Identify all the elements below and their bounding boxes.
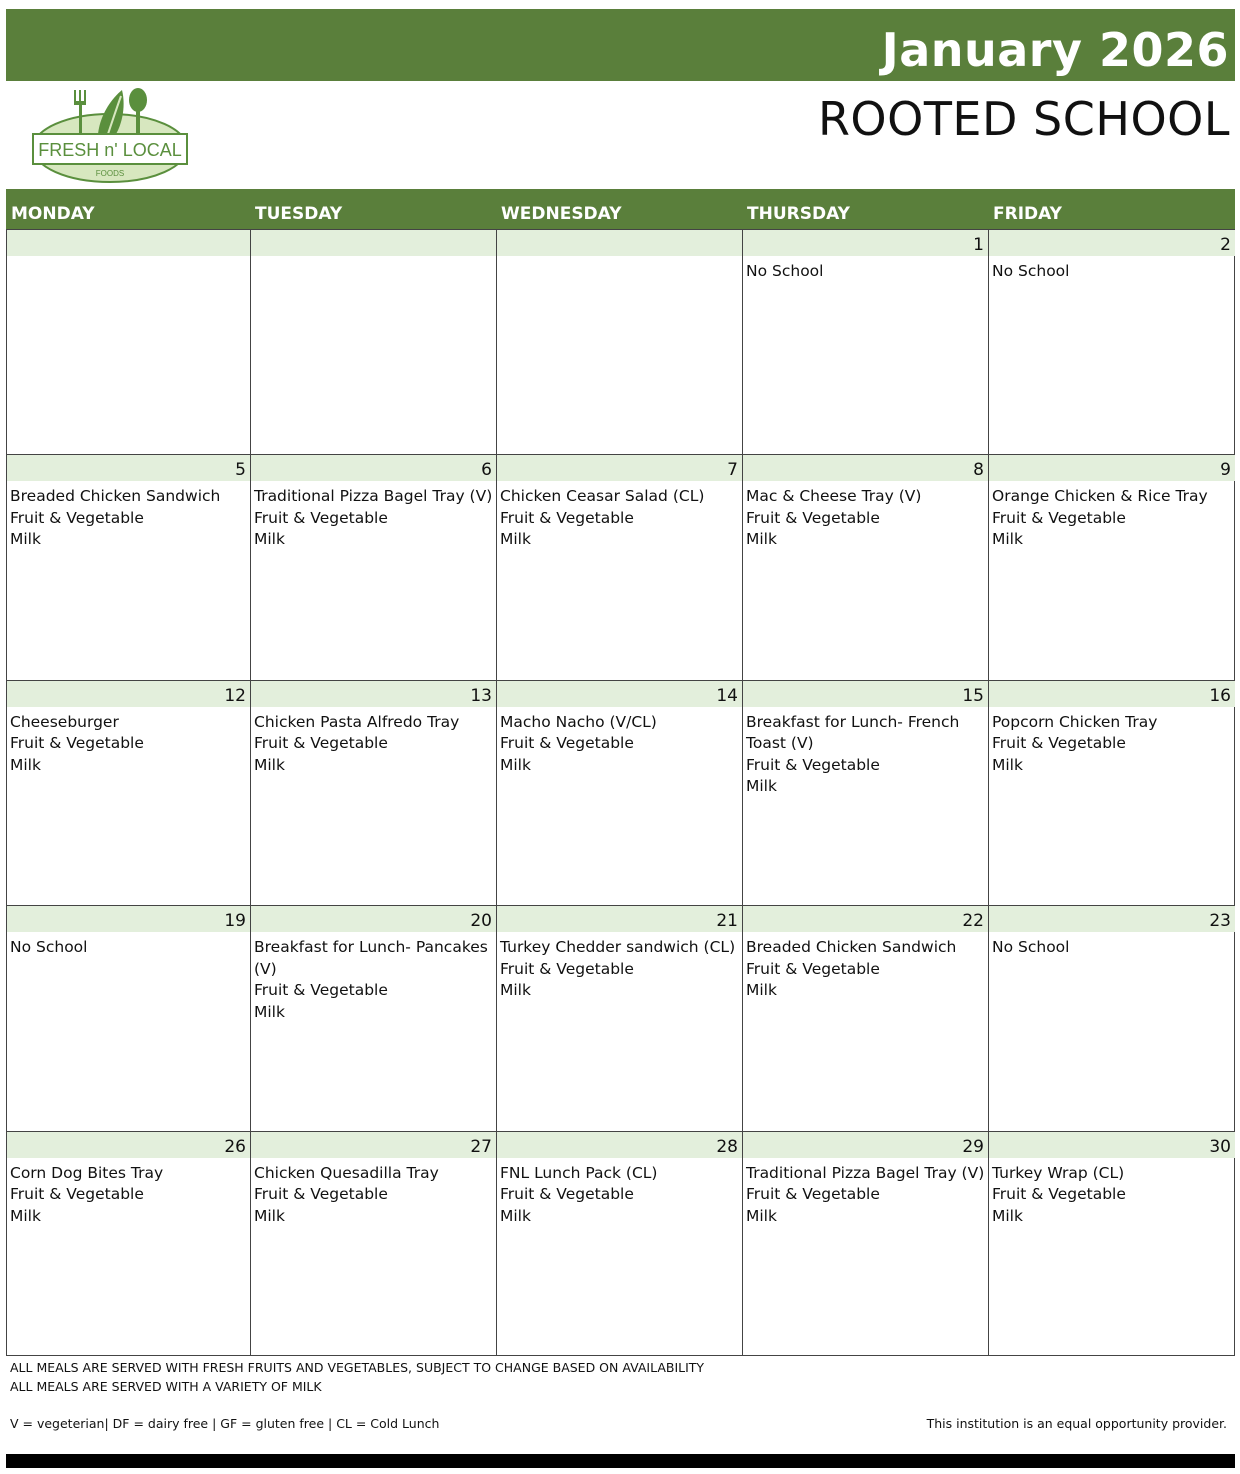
meal-item: Cheeseburger	[10, 712, 119, 731]
day-cell	[6, 229, 250, 454]
date-number: 2	[989, 230, 1235, 256]
day-cell	[742, 905, 988, 1130]
meal-list	[989, 481, 1235, 551]
meal-item: Fruit & Vegetable	[10, 508, 144, 527]
month-banner	[6, 9, 1235, 81]
day-cell	[250, 680, 496, 905]
footer-note-milk: ALL MEALS ARE SERVED WITH A VARIETY OF MILK	[10, 1379, 322, 1394]
menu-calendar	[6, 189, 1235, 1356]
meal-item: Fruit & Vegetable	[254, 981, 388, 1000]
meal-item: Fruit & Vegetable	[500, 734, 634, 753]
day-cell	[496, 905, 742, 1130]
meal-list	[743, 1158, 988, 1228]
day-cell	[6, 454, 250, 679]
meal-item: Fruit & Vegetable	[746, 1185, 880, 1204]
meal-item: Chicken Pasta Alfredo Tray	[254, 712, 460, 731]
day-cell	[250, 905, 496, 1130]
meal-list	[7, 481, 250, 551]
meal-item: Macho Nacho (V/CL)	[500, 712, 657, 731]
meal-item: Breaded Chicken Sandwich	[10, 487, 221, 506]
meal-item: FNL Lunch Pack (CL)	[500, 1163, 658, 1182]
meal-item: Fruit & Vegetable	[746, 755, 880, 774]
day-cell	[988, 229, 1235, 454]
meal-item: Fruit & Vegetable	[10, 1185, 144, 1204]
meal-list	[7, 256, 250, 261]
date-number: 6	[251, 455, 496, 481]
logo-subtext: FOODS	[95, 169, 125, 178]
meal-list	[7, 707, 250, 777]
meal-item: Milk	[10, 1206, 41, 1225]
day-cell	[6, 1131, 250, 1356]
meal-item: No School	[746, 262, 824, 280]
date-number: 16	[989, 681, 1235, 707]
meal-item: Chicken Quesadilla Tray	[254, 1163, 439, 1182]
meal-list	[7, 932, 250, 959]
weekday-friday: FRIDAY	[993, 204, 1062, 224]
day-cell	[742, 229, 988, 454]
meal-list	[743, 256, 988, 283]
meal-list	[251, 1158, 496, 1228]
date-number: 27	[251, 1132, 496, 1158]
date-number: 21	[497, 906, 742, 932]
meal-item: Fruit & Vegetable	[992, 1185, 1126, 1204]
meal-item: Milk	[10, 755, 41, 774]
meal-item: Milk	[500, 981, 531, 1000]
date-number: 28	[497, 1132, 742, 1158]
date-number: 23	[989, 906, 1235, 932]
meal-item: Fruit & Vegetable	[500, 508, 634, 527]
meal-list	[251, 481, 496, 551]
meal-item: Traditional Pizza Bagel Tray (V)	[746, 1163, 985, 1182]
meal-item: Fruit & Vegetable	[500, 1185, 634, 1204]
meal-list	[989, 256, 1235, 283]
date-number: 7	[497, 455, 742, 481]
meal-list	[497, 932, 742, 1002]
meal-list	[743, 707, 988, 798]
meal-item: Mac & Cheese Tray (V)	[746, 487, 922, 506]
date-number	[497, 230, 742, 256]
meal-item: Milk	[992, 530, 1023, 549]
meal-item: Fruit & Vegetable	[746, 508, 880, 527]
meal-item: Turkey Chedder sandwich (CL)	[500, 938, 736, 957]
meal-item: Fruit & Vegetable	[254, 734, 388, 753]
meal-item: No School	[10, 938, 88, 957]
date-number: 22	[743, 906, 988, 932]
meal-item: Milk	[254, 755, 285, 774]
date-number: 14	[497, 681, 742, 707]
day-cell	[496, 1131, 742, 1356]
meal-item: Milk	[746, 777, 777, 796]
date-number: 12	[7, 681, 250, 707]
meal-list	[251, 932, 496, 1023]
weekday-header-row	[6, 189, 1235, 229]
meal-item: Fruit & Vegetable	[254, 1185, 388, 1204]
meal-item: Milk	[746, 530, 777, 549]
meal-item: (V)	[254, 959, 277, 978]
meal-list	[989, 707, 1235, 777]
footer-note-produce: ALL MEALS ARE SERVED WITH FRESH FRUITS AND VEGETABLES, SUBJECT TO CHANGE BASED ON AVAILABILITY	[10, 1360, 705, 1375]
meal-item: Milk	[500, 530, 531, 549]
day-cell	[250, 454, 496, 679]
fresh-n-local-logo	[30, 86, 192, 184]
meal-item: Milk	[746, 1206, 777, 1225]
meal-item: Fruit & Vegetable	[500, 959, 634, 978]
date-number: 26	[7, 1132, 250, 1158]
weekday-wednesday: WEDNESDAY	[501, 204, 622, 224]
meal-list	[743, 932, 988, 1002]
month-title: January 2026	[881, 23, 1229, 77]
date-number: 9	[989, 455, 1235, 481]
meal-item: Orange Chicken & Rice Tray	[992, 487, 1208, 506]
day-cell	[6, 905, 250, 1130]
day-cell	[988, 905, 1235, 1130]
meal-list	[497, 1158, 742, 1228]
date-number: 29	[743, 1132, 988, 1158]
bottom-bar	[6, 1454, 1235, 1468]
meal-list	[251, 256, 496, 261]
date-number: 13	[251, 681, 496, 707]
weekday-thursday: THURSDAY	[747, 204, 850, 224]
meal-item: Breaded Chicken Sandwich	[746, 938, 957, 957]
meal-list	[497, 707, 742, 777]
meal-list	[251, 707, 496, 777]
meal-list	[989, 1158, 1235, 1228]
day-cell	[6, 680, 250, 905]
meal-item: Milk	[10, 530, 41, 549]
weekday-tuesday: TUESDAY	[255, 204, 343, 224]
school-name: ROOTED SCHOOL	[817, 92, 1230, 146]
weekday-monday: MONDAY	[11, 204, 95, 224]
meal-list	[497, 481, 742, 551]
meal-item: Chicken Ceasar Salad (CL)	[500, 487, 705, 506]
meal-item: Milk	[500, 755, 531, 774]
day-cell	[988, 1131, 1235, 1356]
meal-item: Milk	[254, 1206, 285, 1225]
meal-item: Breakfast for Lunch- Pancakes	[254, 938, 488, 957]
meal-item: Turkey Wrap (CL)	[992, 1163, 1125, 1182]
meal-item: Fruit & Vegetable	[746, 959, 880, 978]
date-number: 1	[743, 230, 988, 256]
day-cell	[250, 229, 496, 454]
meal-item: Fruit & Vegetable	[10, 734, 144, 753]
meal-item: Fruit & Vegetable	[992, 508, 1126, 527]
date-number: 5	[7, 455, 250, 481]
footer-legend: V = vegeterian| DF = dairy free | GF = gluten free | CL = Cold Lunch	[10, 1416, 440, 1431]
day-cell	[496, 229, 742, 454]
date-number: 30	[989, 1132, 1235, 1158]
meal-list	[743, 481, 988, 551]
date-number	[7, 230, 250, 256]
meal-item: Fruit & Vegetable	[992, 734, 1126, 753]
meal-item: Milk	[992, 1206, 1023, 1225]
meal-item: Milk	[500, 1206, 531, 1225]
date-number: 19	[7, 906, 250, 932]
meal-list	[497, 256, 742, 261]
meal-item: No School	[992, 938, 1070, 957]
logo-wordmark: FRESH n' LOCAL	[38, 140, 182, 160]
meal-item: Traditional Pizza Bagel Tray (V)	[254, 487, 493, 506]
day-cell	[988, 680, 1235, 905]
date-number: 8	[743, 455, 988, 481]
meal-item: No School	[992, 262, 1070, 280]
equal-opportunity-note: This institution is an equal opportunity provider.	[926, 1416, 1227, 1431]
meal-item: Breakfast for Lunch- French	[746, 712, 960, 731]
day-cell	[250, 1131, 496, 1356]
day-cell	[988, 454, 1235, 679]
meal-list	[989, 932, 1235, 959]
day-cell	[742, 680, 988, 905]
day-cell	[496, 454, 742, 679]
date-number: 15	[743, 681, 988, 707]
day-cell	[742, 454, 988, 679]
meal-item: Milk	[746, 981, 777, 1000]
day-cell	[496, 680, 742, 905]
day-cell	[742, 1131, 988, 1356]
date-number	[251, 230, 496, 256]
meal-item: Milk	[254, 1002, 285, 1021]
meal-list	[7, 1158, 250, 1228]
date-number: 20	[251, 906, 496, 932]
meal-item: Toast (V)	[746, 734, 814, 753]
meal-item: Fruit & Vegetable	[254, 508, 388, 527]
meal-item: Corn Dog Bites Tray	[10, 1163, 164, 1182]
meal-item: Milk	[992, 755, 1023, 774]
meal-item: Popcorn Chicken Tray	[992, 712, 1158, 731]
meal-item: Milk	[254, 530, 285, 549]
